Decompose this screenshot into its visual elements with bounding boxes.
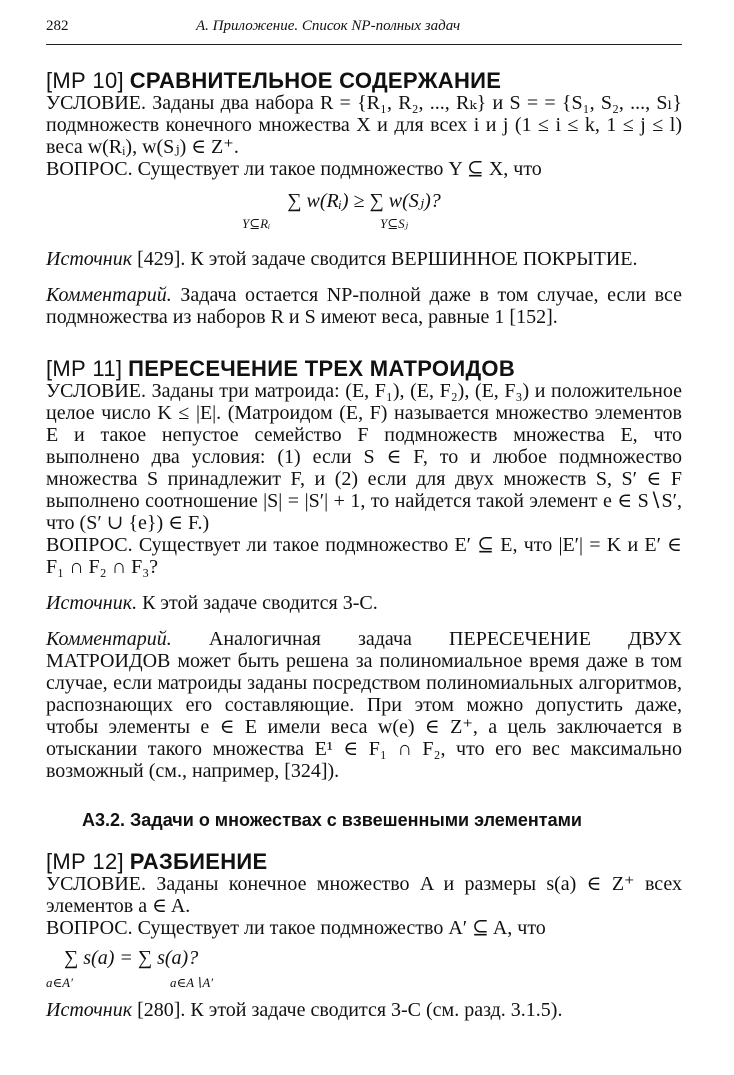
source-label: Источник (46, 248, 133, 270)
source-label: Источник (46, 999, 133, 1021)
problem-question: ВОПРОС. Существует ли такое подмножество E′ ⊆ E, что |E′| = K и E′ ∈ F₁ ∩ F₂ ∩ F₃? (46, 534, 682, 578)
running-head (46, 14, 682, 40)
source-note (46, 999, 682, 1021)
problem-tag: [МР 11] (46, 356, 123, 381)
section-heading: А3.2. Задачи о множествах с взвешенными элементами (82, 810, 582, 830)
comment-note (46, 284, 682, 328)
comment-text: Аналогичная задача ПЕРЕСЕЧЕНИЕ ДВУХ МАТРОИДОВ может быть решена за полиномиальное время даже в том случае, если матроиды заданы посредством полиномиальных алгоритмов, распознающих его составляющие. При этом можно допустить даже, чтобы элементы e ∈ E имели веса w(e) ∈ Z⁺, а цель заключается в отыскании такого множества E¹ ∈ F₁ ∩ F₂, что его вес максимально возможный (см., например, [324]). (46, 628, 682, 782)
source-note (46, 592, 682, 614)
formula-mp12 (46, 941, 682, 993)
problem-heading-mp12 (46, 851, 682, 873)
problem-name: ПЕРЕСЕЧЕНИЕ ТРЕХ МАТРОИДОВ (128, 356, 516, 381)
problem-name: СРАВНИТЕЛЬНОЕ СОДЕРЖАНИЕ (129, 68, 502, 93)
comment-label: Комментарий. (46, 628, 172, 650)
comment-label: Комментарий. (46, 284, 172, 306)
page-number: 282 (46, 18, 69, 34)
problem-question: ВОПРОС. Существует ли такое подмножество Y ⊆ X, что (46, 158, 542, 180)
source-text: К этой задаче сводится 3-С. (137, 592, 378, 614)
problem-question: ВОПРОС. Существует ли такое подмножество A′ ⊆ A, что (46, 917, 546, 939)
formula-subscript-left: Y⊆Rᵢ (242, 216, 271, 231)
formula-main: ∑ w(Rᵢ) ≥ ∑ w(Sⱼ)? (287, 190, 441, 212)
problem-condition: УСЛОВИЕ. Заданы конечное множество A и размеры s(a) ∈ Z⁺ всех элементов a ∈ A. (46, 873, 682, 917)
problem-name: РАЗБИЕНИЕ (129, 849, 268, 874)
problem-condition: УСЛОВИЕ. Заданы три матроида: (E, F₁), (E, F₂), (E, F₃) и положительное целое число K ≤ |E|. (Матроидом (E, F) называется множество элементов E и такое непустое семейство F подмножеств множества E, что выполнено два условия: (1) если S ∈ F, то и любое подмножество множества S принадлежит F, и (2) если для двух множеств S, S′ ∈ F выполнено соотношение |S| = |S′| + 1, то найдется такой элемент e ∈ S∖S′, что (S′ ∪ {e}) ∈ F.) (46, 380, 682, 534)
source-note (46, 248, 682, 270)
formula-main: ∑ s(a) = ∑ s(a)? (64, 947, 199, 969)
problem-heading-mp10 (46, 70, 682, 92)
formula-subscript-left: a∈A′ (46, 975, 73, 990)
formula-mp10 (46, 182, 682, 234)
source-label: Источник. (46, 592, 138, 614)
source-text: [429]. К этой задаче сводится ВЕРШИННОЕ ПОКРЫТИЕ. (132, 248, 638, 270)
book-page (46, 14, 682, 1021)
problem-heading-mp11 (46, 358, 682, 380)
comment-note (46, 628, 682, 782)
running-title: А. Приложение. Список NP-полных задач (196, 18, 461, 34)
formula-subscript-right: a∈A∖A′ (170, 975, 214, 990)
problem-condition: УСЛОВИЕ. Заданы два набора R = {R₁, R₂, ..., Rₖ} и S = = {S₁, S₂, ..., Sₗ} подмножеств конечного множества X и для всех i и j (1 ≤ i ≤ k, 1 ≤ j ≤ l) веса w(Rᵢ), w(Sⱼ) ∈ Z⁺. (46, 92, 682, 158)
formula-subscript-right: Y⊆Sⱼ (380, 216, 409, 231)
problem-tag: [МР 12] (46, 849, 124, 874)
problem-tag: [МР 10] (46, 68, 124, 93)
source-text: [280]. К этой задаче сводится 3-С (см. разд. 3.1.5). (132, 999, 563, 1021)
comment-text: Задача остается NP-полной даже в том случае, если все подмножества из наборов R и S имеют веса, равные 1 [152]. (46, 284, 682, 328)
header-rule (46, 44, 682, 45)
